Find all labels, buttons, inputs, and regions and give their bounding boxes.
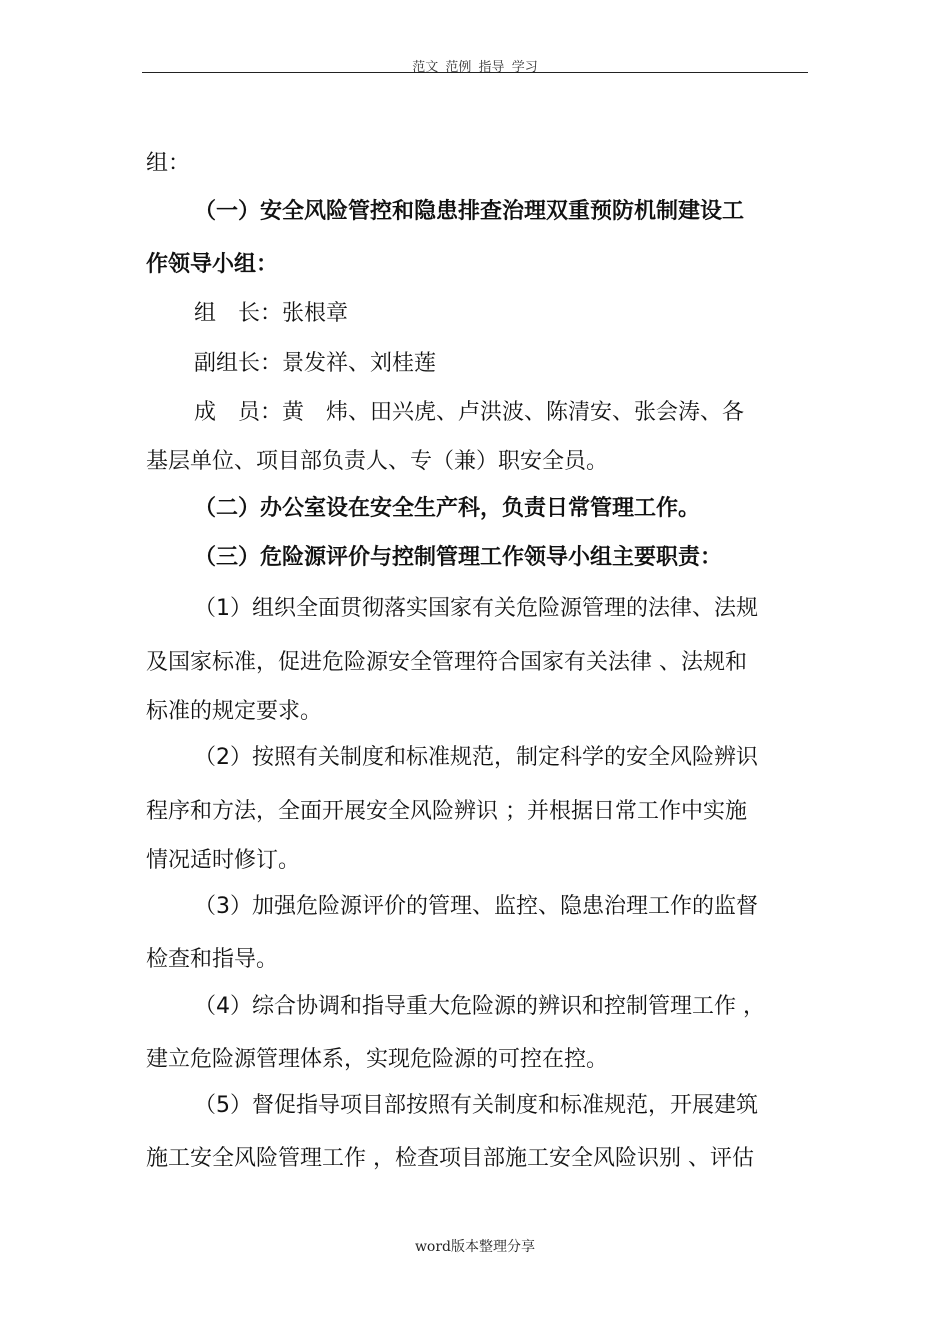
duty-item-2: （2）按照有关制度和标准规范，制定科学的安全风险辨识 (194, 745, 758, 770)
header-divider (142, 72, 808, 73)
members-line: 成 员：黄 炜、田兴虎、卢洪波、陈清安、张会涛、各 (194, 400, 745, 425)
section-heading: （一）安全风险管控和隐患排查治理双重预防机制建设工 (194, 199, 745, 224)
section-heading-continued: 作领导小组： (146, 252, 279, 277)
duty-item-2-continued: 情况适时修订。 (146, 848, 301, 873)
page-footer: word版本整理分享 (414, 1239, 536, 1255)
office-heading: （二）办公室设在安全生产科，负责日常管理工作。 (194, 496, 701, 521)
duty-item-4-continued: 建立危险源管理体系，实现危险源的可控在控。 (146, 1047, 609, 1072)
duty-item-1-continued: 标准的规定要求。 (146, 699, 323, 724)
duty-item-5-continued: 施工安全风险管理工作 ，检查项目部施工安全风险识别 、评估 (146, 1146, 754, 1171)
group-leader-line: 组 长：张根章 (194, 301, 349, 326)
duty-item-1: （1）组织全面贯彻落实国家有关危险源管理的法律、法规 (194, 596, 758, 621)
deputy-leader-line: 副组长：景发祥、刘桂莲 (194, 351, 437, 376)
duty-item-3-continued: 检查和指导。 (146, 947, 279, 972)
duty-item-3: （3）加强危险源评价的管理、监控、隐患治理工作的监督 (194, 894, 758, 919)
duty-item-2-continued: 程序和方法，全面开展安全风险辨识 ；并根据日常工作中实施 (146, 799, 747, 824)
page-header: 范文 范例 指导 学习 (412, 60, 538, 75)
duties-heading: （三）危险源评价与控制管理工作领导小组主要职责： (194, 545, 723, 570)
duty-item-1-continued: 及国家标准，促进危险源安全管理符合国家有关法律 、法规和 (146, 650, 747, 675)
members-line-continued: 基层单位、项目部负责人、专（兼）职安全员。 (146, 449, 609, 474)
duty-item-4: （4）综合协调和指导重大危险源的辨识和控制管理工作 ， (194, 994, 765, 1019)
text-line: 组： (146, 151, 191, 176)
duty-item-5: （5）督促指导项目部按照有关制度和标准规范，开展建筑 (194, 1093, 758, 1118)
